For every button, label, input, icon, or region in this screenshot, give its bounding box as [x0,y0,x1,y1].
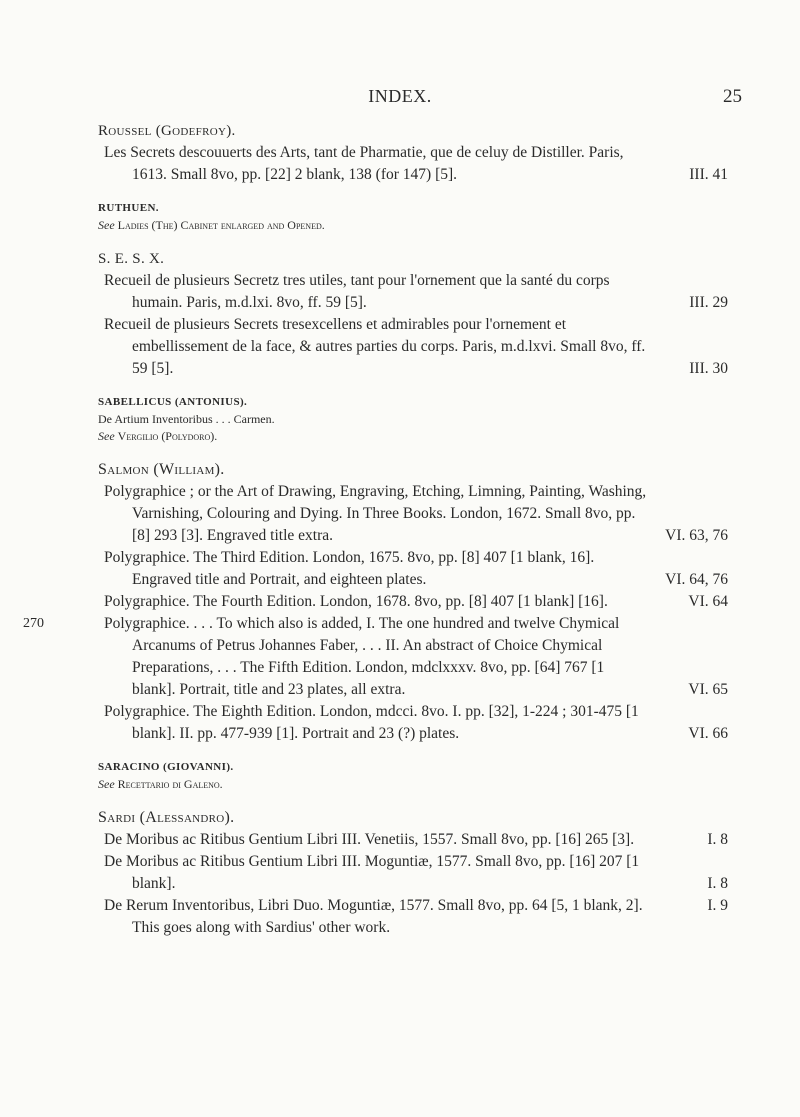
see-target: Ladies (The) Cabinet enlarged and Opened. [117,218,325,232]
index-entry [98,120,728,186]
entry-heading: S. E. S. X. [98,251,165,267]
item-reference: VI. 66 [688,725,728,742]
entry-heading: Roussel (Godefroy). [98,123,236,139]
entry-item [104,895,728,917]
index-content [23,120,728,953]
page-header-title: INDEX. [368,86,432,106]
see-target: Vergilio (Polydoro). [117,429,218,443]
item-reference: VI. 63, 76 [665,527,728,544]
cross-reference [98,776,728,793]
item-text: Recueil de plusieurs Secrets tresexcellens et admirables pour l'ornement et embellissement de la face, & autres parties du corps. Paris, m.d.lxvi. Small 8vo, ff. 59 [5]. [104,316,646,377]
index-entry [98,759,728,793]
item-text: Polygraphice. . . . To which also is added, I. The one hundred and twelve Chymical Arcanums of Petrus Johannes Faber, . . . II. An abstract of Choice Chymical Preparations, . . . The Fifth Edition. London, mdclxxxv. 8vo, pp. [64] 767 [1 blank]. Portrait, title and 23 plates, all extra. [104,615,620,698]
entry-note: De Artium Inventoribus . . . Carmen. [98,412,275,426]
entry-heading: SARACINO (GIOVANNI). [98,761,234,773]
entry-item [104,829,728,851]
entry-item [104,270,728,314]
item-text: Polygraphice. The Fourth Edition. London, 1678. 8vo, pp. [8] 407 [1 blank] [16]. [104,593,608,610]
item-text: Recueil de plusieurs Secretz tres utiles, tant pour l'ornement que la santé du corps humain. Paris, m.d.lxi. 8vo, ff. 59 [5]. [104,272,610,311]
item-reference: I. 9 [707,897,728,914]
cross-reference [98,217,728,234]
item-reference: I. 8 [707,875,728,892]
item-text: De Rerum Inventoribus, Libri Duo. Moguntiæ, 1577. Small 8vo, pp. 64 [5, 1 blank, 2]. [104,897,643,914]
entry-item [104,701,728,745]
entry-note: This goes along with Sardius' other work. [132,919,391,936]
entry-item [104,591,728,613]
entry-item [104,481,728,547]
entry-item [104,851,728,895]
see-target: Recettario di Galeno. [117,777,223,791]
see-label: See [98,777,115,791]
entry-heading: Salmon (William). [98,461,225,478]
entry-item [23,613,728,701]
entry-item [104,547,728,591]
see-label: See [98,218,115,232]
index-entry [23,459,728,745]
item-reference: III. 30 [689,360,728,377]
cross-reference [98,428,728,445]
see-label: See [98,429,115,443]
item-reference: VI. 64, 76 [665,571,728,588]
margin-number: 270 [23,616,44,631]
index-entry [98,807,728,939]
entry-heading: Sardi (Alessandro). [98,809,235,826]
item-text: Polygraphice. The Eighth Edition. London, mdcci. 8vo. I. pp. [32], 1-224 ; 301-475 [1 blank]. II. pp. 477-939 [1]. Portrait and 23 (?) plates. [104,703,639,742]
item-reference: III. 41 [689,166,728,183]
item-reference: VI. 65 [688,681,728,698]
item-reference: III. 29 [689,294,728,311]
item-text: Polygraphice. The Third Edition. London, 1675. 8vo, pp. [8] 407 [1 blank, 16]. Engraved title and Portrait, and eighteen plates. [104,549,595,588]
index-entry [98,200,728,234]
page-number: 25 [723,86,742,107]
index-entry [98,394,728,445]
index-entry [98,248,728,380]
entry-item [104,314,728,380]
item-text: Polygraphice ; or the Art of Drawing, Engraving, Etching, Limning, Painting, Washing, Varnishing, Colouring and Dying. In Three Books. London, 1672. Small 8vo, pp. [8] 293 [3]. Engraved title extra. [104,483,647,544]
entry-heading: RUTHUEN. [98,202,159,214]
entry-heading: SABELLICUS (ANTONIUS). [98,396,248,408]
item-reference: VI. 64 [688,593,728,610]
item-text: Les Secrets descouuerts des Arts, tant de Pharmatie, que de celuy de Distiller. Paris, 1613. Small 8vo, pp. [22] 2 blank, 138 (for 147) [5]. [104,144,624,183]
item-reference: I. 8 [707,831,728,848]
item-text: De Moribus ac Ritibus Gentium Libri III. Venetiis, 1557. Small 8vo, pp. [16] 265 [3]. [104,831,635,848]
item-text: De Moribus ac Ritibus Gentium Libri III. Moguntiæ, 1577. Small 8vo, pp. [16] 207 [1 blank]. [104,853,640,892]
entry-item [104,142,728,186]
